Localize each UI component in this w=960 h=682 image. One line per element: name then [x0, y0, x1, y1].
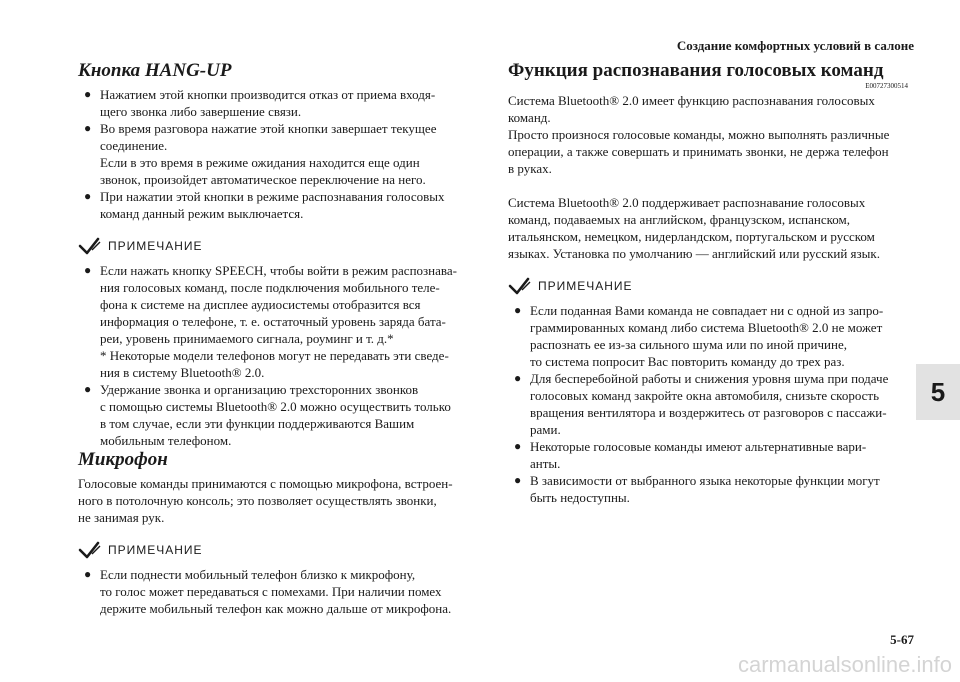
voice-recognition-title: Функция распознавания голосовых команд	[508, 60, 884, 81]
watermark: carmanualsonline.info	[737, 652, 952, 677]
note-heading	[508, 276, 908, 296]
paragraph: Система Bluetooth® 2.0 поддерживает распознавание голосовых команд, подаваемых на английском, французском, испанском, итальянском, немецком, нидерландском, португальском и русском языках. Установка по умолчанию — английский или русский язык.	[508, 195, 880, 261]
list-item: ● Если нажать кнопку SPEECH, чтобы войти в режим распознава- ния голосовых команд, после подключения мобильного теле- фона к системе на дисплее аудиосистемы отобразится вся информация о телефоне, т. е. остаточный уровень заряда бата- реи, уровень принимаемого сигнала, роуминг и т. д.* * Некоторые модели телефонов могут не передавать эти сведе- ния в систему Bluetooth® 2.0.	[78, 262, 478, 381]
list-item: ● Некоторые голосовые команды имеют альтернативные вари- анты.	[508, 438, 908, 472]
microphone-title: Микрофон	[78, 449, 168, 470]
list-item: ● Если поднести мобильный телефон близко к микрофону, то голос может передаваться с помехами. При наличии помех держите мобильный телефон как можно дальше от микрофона.	[78, 566, 478, 617]
note-label: ПРИМЕЧАНИЕ	[108, 238, 203, 253]
list-item: ● Удержание звонка и организацию трехсторонних звонков с помощью системы Bluetooth® 2.0 можно осуществить только в том случае, если эти функции поддерживаются Вашим мобильным телефоном.	[78, 381, 478, 449]
list-item: ● В зависимости от выбранного языка некоторые функции могут быть недоступны.	[508, 472, 908, 506]
microphone-text: Голосовые команды принимаются с помощью микрофона, встроен- ного в потолочную консоль; это позволяет осуществлять звонки, не занимая рук.	[78, 476, 453, 525]
pencil-check-icon	[78, 540, 104, 560]
list-item: ● Нажатием этой кнопки производится отказ от приема входя- щего звонка либо завершение связи.	[78, 86, 478, 120]
note-list	[78, 262, 478, 449]
left-column	[78, 60, 478, 617]
hang-up-title: Кнопка HANG-UP	[78, 60, 232, 81]
page-number: 5-67	[890, 632, 914, 647]
pencil-check-icon	[508, 276, 534, 296]
paragraph: Система Bluetooth® 2.0 имеет функцию распознавания голосовых команд. Просто произнося голосовые команды, можно выполнять различные операции, а также совершать и принимать звонки, не держа телефон в руках.	[508, 93, 890, 176]
pencil-check-icon	[78, 236, 104, 256]
section-code: E00727300514	[865, 82, 908, 90]
hang-up-list	[78, 86, 478, 222]
list-item: ● Во время разговора нажатие этой кнопки завершает текущее соединение. Если в это время в режиме ожидания находится еще один звонок, произойдет автоматическое переключение на него.	[78, 120, 478, 188]
note-list	[78, 566, 478, 617]
note-label: ПРИМЕЧАНИЕ	[108, 542, 203, 557]
right-column	[508, 60, 908, 506]
list-item: ● При нажатии этой кнопки в режиме распознавания голосовых команд данный режим выключается.	[78, 188, 478, 222]
chapter-header: Создание комфортных условий в салоне	[676, 38, 914, 53]
note-label: ПРИМЕЧАНИЕ	[538, 278, 633, 293]
list-item: ● Если поданная Вами команда не совпадает ни с одной из запро- граммированных команд либо система Bluetooth® 2.0 не может распознать ее из-за сильного шума или по иной причине, то система попросит Вас повторить команду до трех раз.	[508, 302, 908, 370]
note-heading	[78, 540, 478, 560]
chapter-tab: 5	[916, 364, 960, 420]
list-item: ● Для бесперебойной работы и снижения уровня шума при подаче голосовых команд закройте окна автомобиля, снизьте скорость вращения вентилятора и воздержитесь от разговоров с пассажи- рами.	[508, 370, 908, 438]
note-heading	[78, 236, 478, 256]
note-list	[508, 302, 908, 506]
